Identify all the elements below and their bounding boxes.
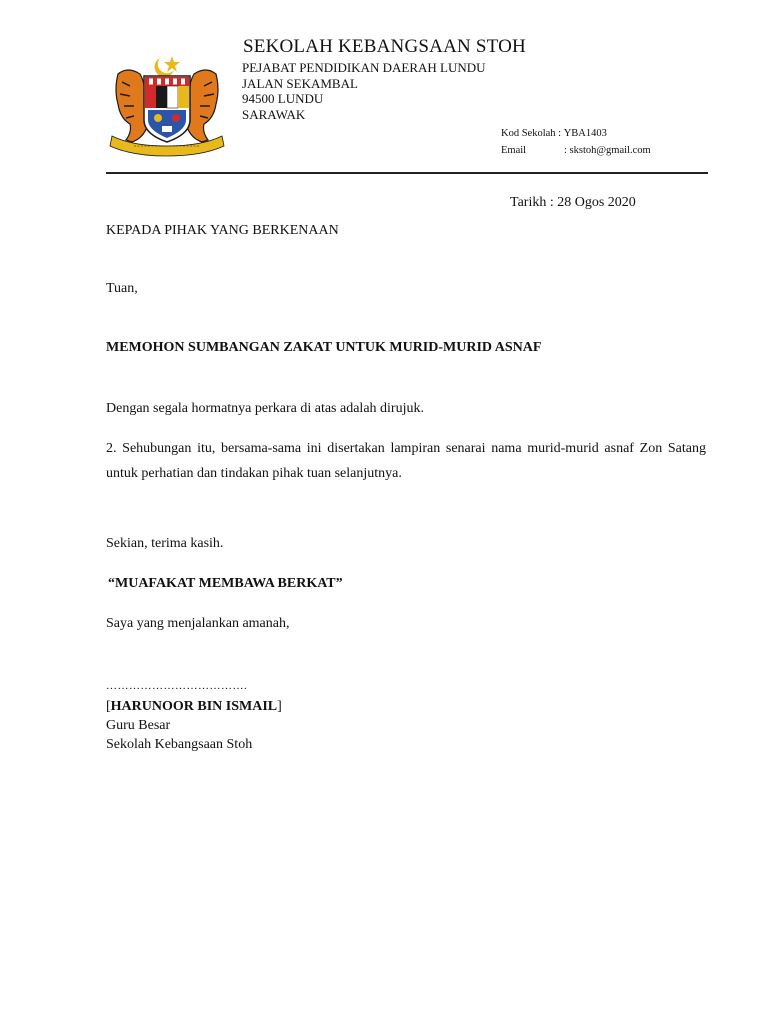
- closing-line: Sekian, terima kasih.: [106, 536, 224, 551]
- email-row: [501, 142, 651, 159]
- paragraph-2: 2. Sehubungan itu, bersama-sama ini disertakan lampiran senarai nama murid-murid asnaf Zon Satang untuk perhatian dan tindakan pihak tuan selanjutnya.: [106, 441, 706, 481]
- signoff-line: Saya yang menjalankan amanah,: [106, 616, 290, 631]
- recipient-line: KEPADA PIHAK YANG BERKENAAN: [106, 223, 339, 238]
- signatory-title: Guru Besar: [106, 718, 171, 733]
- contact-info: [501, 125, 651, 159]
- school-code-value: YBA1403: [563, 128, 607, 139]
- school-address: [242, 60, 486, 122]
- school-code-label: Kod Sekolah :: [501, 128, 562, 139]
- address-line: SARAWAK: [242, 106, 306, 122]
- bracket-close: ]: [277, 699, 282, 714]
- email-label: Email: [501, 145, 527, 156]
- address-line: JALAN SEKAMBAL: [242, 75, 358, 91]
- signature-block: [106, 697, 282, 754]
- address-line: PEJABAT PENDIDIKAN DAERAH LUNDU: [242, 60, 486, 75]
- header-divider: [106, 172, 708, 174]
- letter-date: Tarikh : 28 Ogos 2020: [510, 195, 636, 210]
- signatory-name-row: [106, 697, 282, 716]
- bracket-open: [: [106, 699, 111, 714]
- malaysia-coat-of-arms-icon: [104, 54, 230, 158]
- signatory-organization: Sekolah Kebangsaan Stoh: [106, 737, 253, 752]
- paragraph-1: Dengan segala hormatnya perkara di atas adalah dirujuk.: [106, 401, 424, 416]
- address-line: 94500 LUNDU: [242, 91, 324, 106]
- school-name: SEKOLAH KEBANGSAAN STOH: [243, 36, 526, 57]
- letter-subject: MEMOHON SUMBANGAN ZAKAT UNTUK MURID-MURID ASNAF: [106, 340, 542, 355]
- school-code-row: [501, 125, 651, 142]
- email-value: : skstoh@gmail.com: [564, 145, 651, 156]
- signature-line: ……………………………….: [106, 680, 248, 692]
- signatory-name: HARUNOOR BIN ISMAIL: [110, 699, 278, 714]
- salutation: Tuan,: [106, 281, 138, 296]
- school-motto: “MUAFAKAT MEMBAWA BERKAT”: [108, 576, 343, 591]
